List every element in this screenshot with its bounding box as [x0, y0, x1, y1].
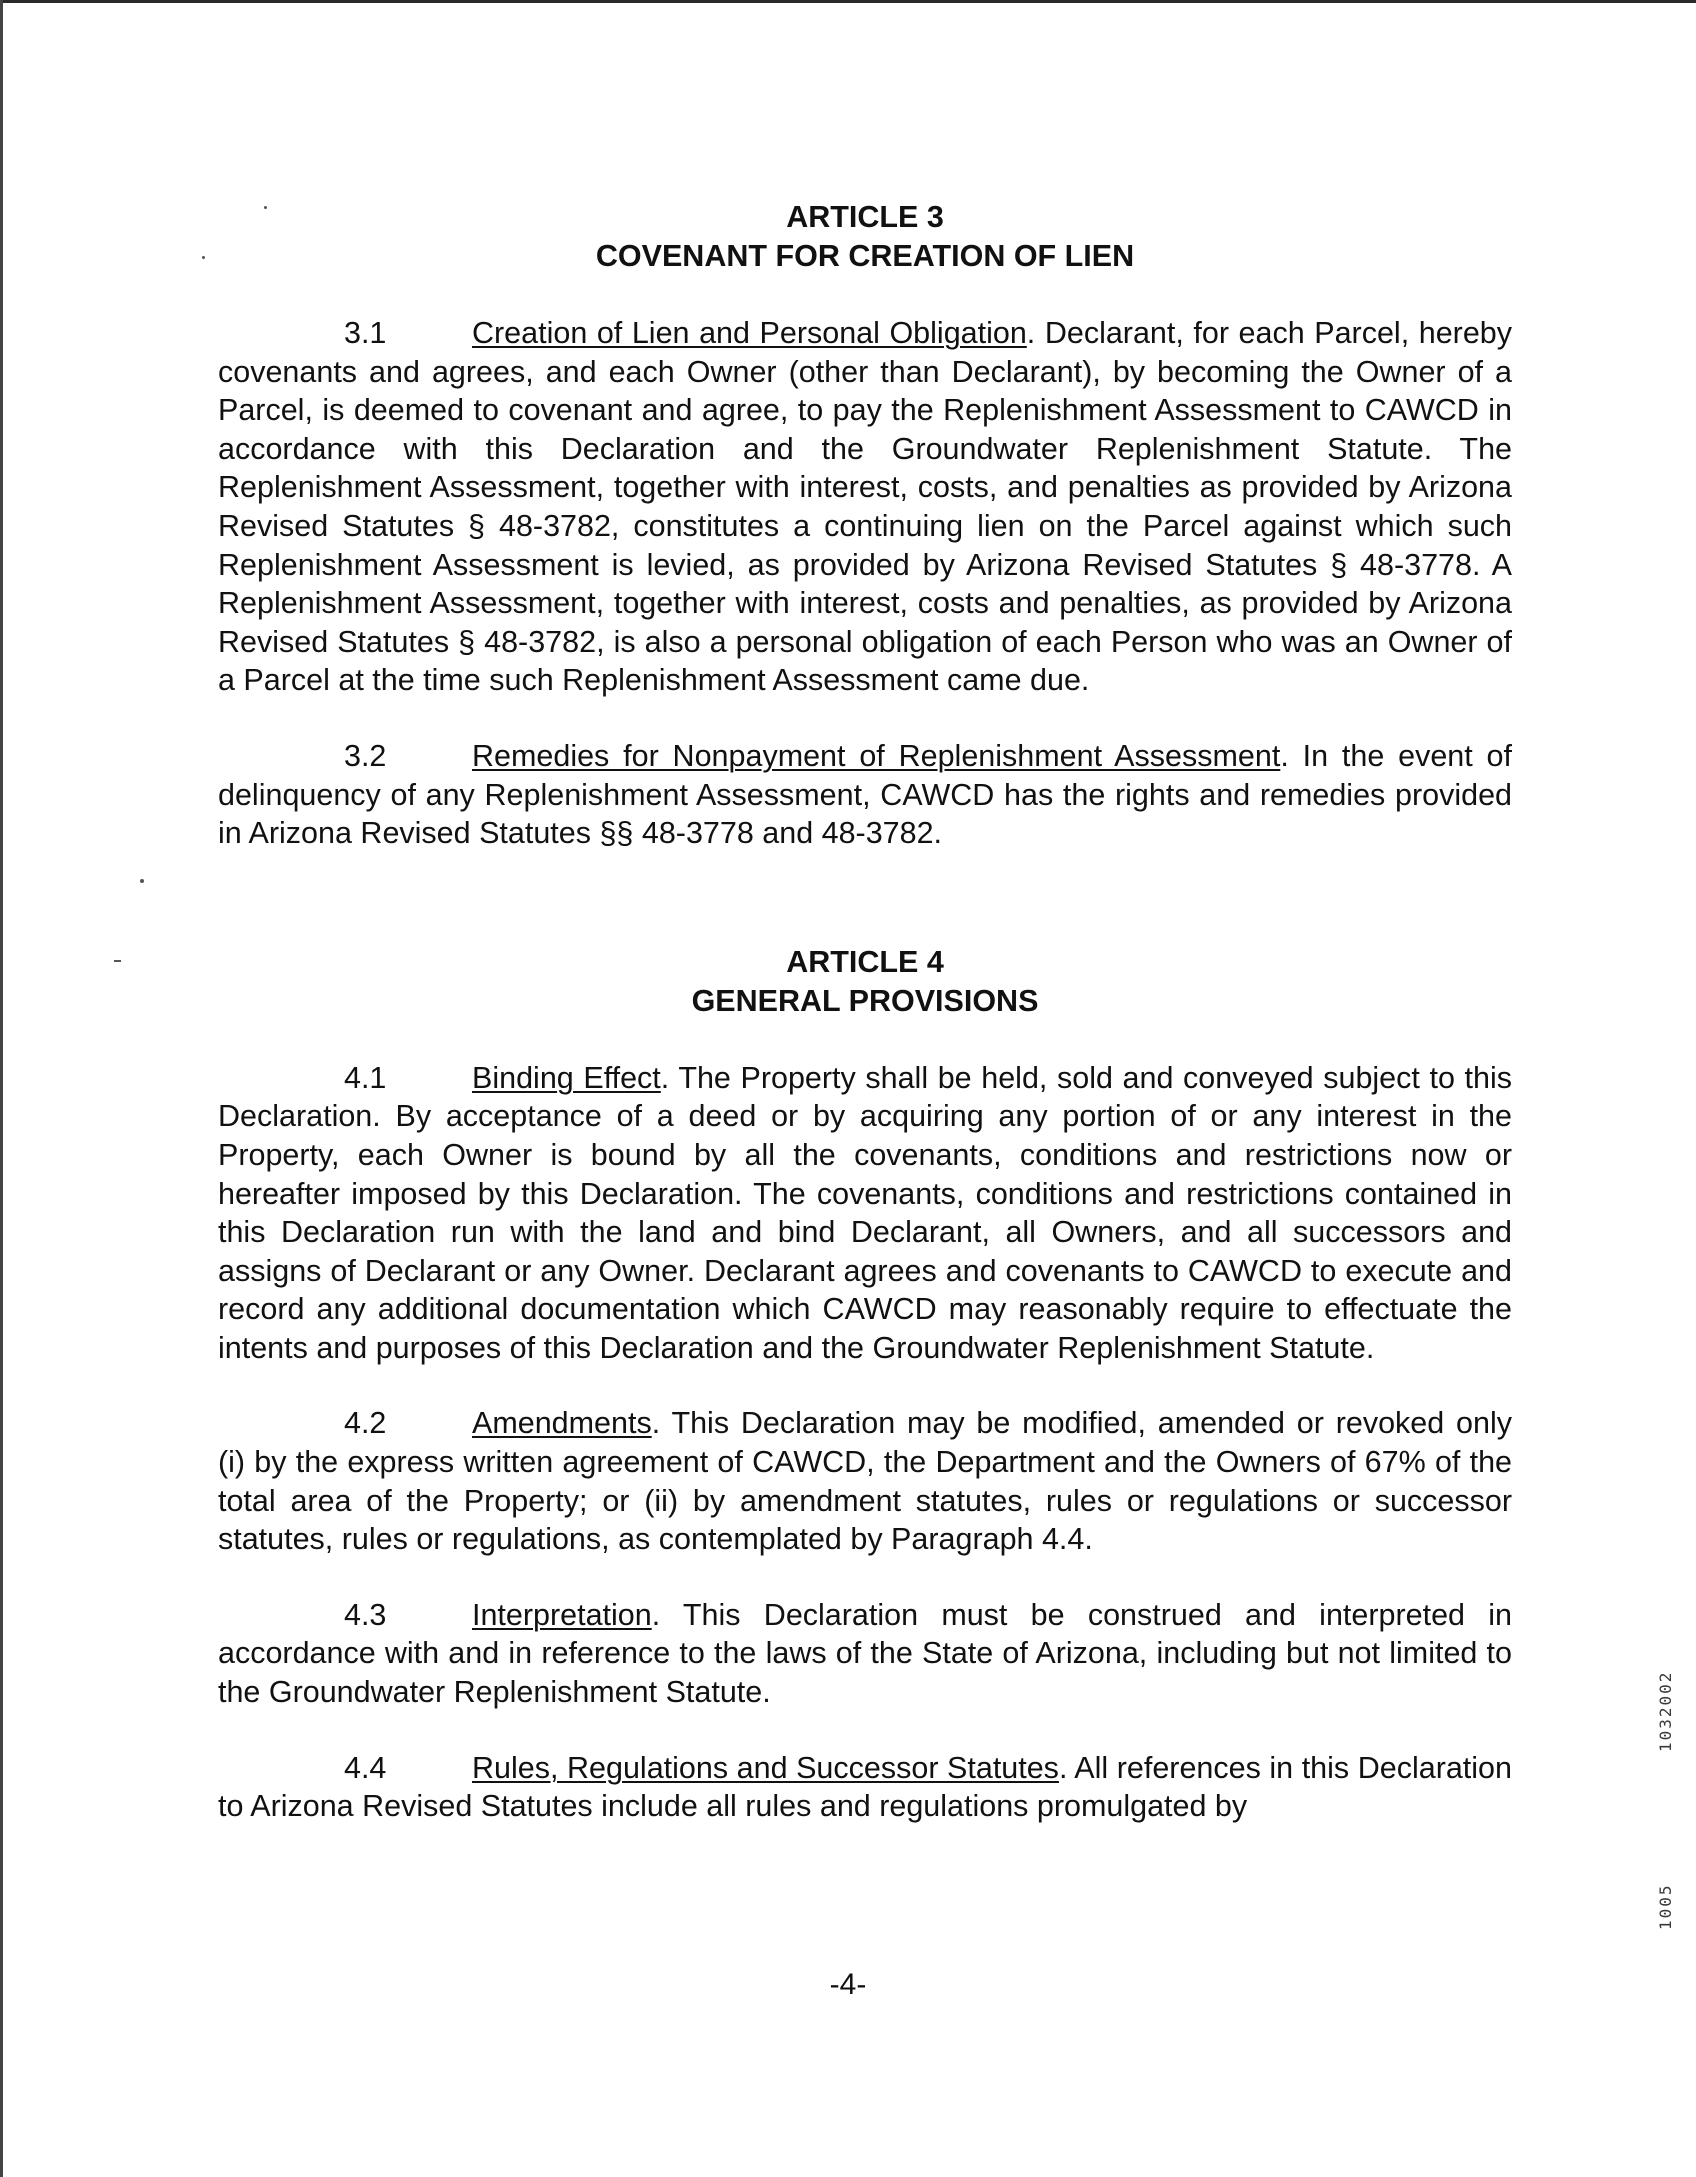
section-4-4 [218, 1749, 1512, 1826]
section-heading: Amendments [472, 1406, 652, 1441]
section-number: 4.1 [344, 1060, 387, 1095]
section-heading: Interpretation [472, 1597, 652, 1632]
article-4-subtitle: GENERAL PROVISIONS [691, 983, 1039, 1018]
section-text: . In the event of delinquency of any Replenishment Assessment, CAWCD has the rights and remedies provided in Arizona Revised Statutes §§ 48-3778 and 48-3782. [218, 738, 1512, 851]
section-number: 4.3 [344, 1597, 387, 1632]
page-number: -4- [829, 1968, 867, 2001]
document-page [218, 198, 1512, 1826]
section-number: 4.4 [344, 1750, 387, 1785]
section-number: 3.1 [344, 316, 387, 350]
scan-speck [202, 256, 205, 259]
section-3-2 [218, 737, 1512, 853]
article-4-heading [218, 943, 1512, 1021]
recording-number-stamp: 1032002 [1656, 1670, 1675, 1752]
section-number: 3.2 [344, 738, 387, 773]
left-border-line [0, 0, 3, 2177]
section-number: 4.2 [344, 1406, 387, 1441]
scan-speck [140, 879, 144, 883]
section-heading: Remedies for Nonpayment of Replenishment Assessment [472, 738, 1281, 773]
article-3-heading [218, 198, 1512, 276]
section-heading: Creation of Lien and Personal Obligation [472, 316, 1027, 350]
section-text: . Declarant, for each Parcel, hereby covenants and agrees, and each Owner (other than Declarant), by becoming the Owner of a Parcel, is deemed to covenant and agree, to pay the Replenishment Assessment to CAWCD in accordance with this Declaration and the Groundwater Replenishment Statute. The Replenishment Assessment, together with interest, costs, and penalties as provided by Arizona Revised Statutes § 48-3782, constitutes a continuing lien on the Parcel against which such Replenishment Assessment is levied, as provided by Arizona Revised Statutes § 48-3778. A Replenishment Assessment, together with interest, costs and penalties, as provided by Arizona Revised Statutes § 48-3782, is also a personal obligation of each Person who was an Owner of a Parcel at the time such Replenishment Assessment came due. [218, 316, 1512, 698]
article-3-title: ARTICLE 3 [786, 200, 944, 234]
top-border-line [0, 0, 1696, 3]
recording-number-stamp-2: 1005 [1656, 1883, 1675, 1930]
article-3-subtitle: COVENANT FOR CREATION OF LIEN [595, 239, 1135, 273]
section-4-3 [218, 1596, 1512, 1712]
section-4-1 [218, 1059, 1512, 1368]
section-4-2 [218, 1404, 1512, 1558]
section-text: . This Declaration must be construed and interpreted in accordance with and in reference to the laws of the State of Arizona, including but not limited to the Groundwater Replenishment Statute. [218, 1597, 1512, 1710]
section-text: . All references in this Declaration to Arizona Revised Statutes include all rules and regulations promulgated by [218, 1750, 1512, 1824]
section-3-1 [218, 314, 1512, 700]
section-heading: Binding Effect [472, 1060, 661, 1095]
article-4-title: ARTICLE 4 [786, 944, 944, 979]
section-text: . The Property shall be held, sold and conveyed subject to this Declaration. By acceptance of a deed or by acquiring any portion of or any interest in the Property, each Owner is bound by all the covenants, conditions and restrictions now or hereafter imposed by this Declaration. The covenants, conditions and restrictions contained in this Declaration run with the land and bind Declarant, all Owners, and all successors and assigns of Declarant or any Owner. Declarant agrees and covenants to CAWCD to execute and record any additional documentation which CAWCD may reasonably require to effectuate the intents and purposes of this Declaration and the Groundwater Replenishment Statute. [218, 1060, 1512, 1365]
section-heading: Rules, Regulations and Successor Statutes [472, 1750, 1059, 1785]
section-text: . This Declaration may be modified, amended or revoked only (i) by the express written agreement of CAWCD, the Department and the Owners of 67% of the total area of the Property; or (ii) by amendment statutes, rules or regulations or successor statutes, rules or regulations, as contemplated by Paragraph 4.4. [218, 1406, 1512, 1557]
scan-speck [114, 960, 121, 962]
